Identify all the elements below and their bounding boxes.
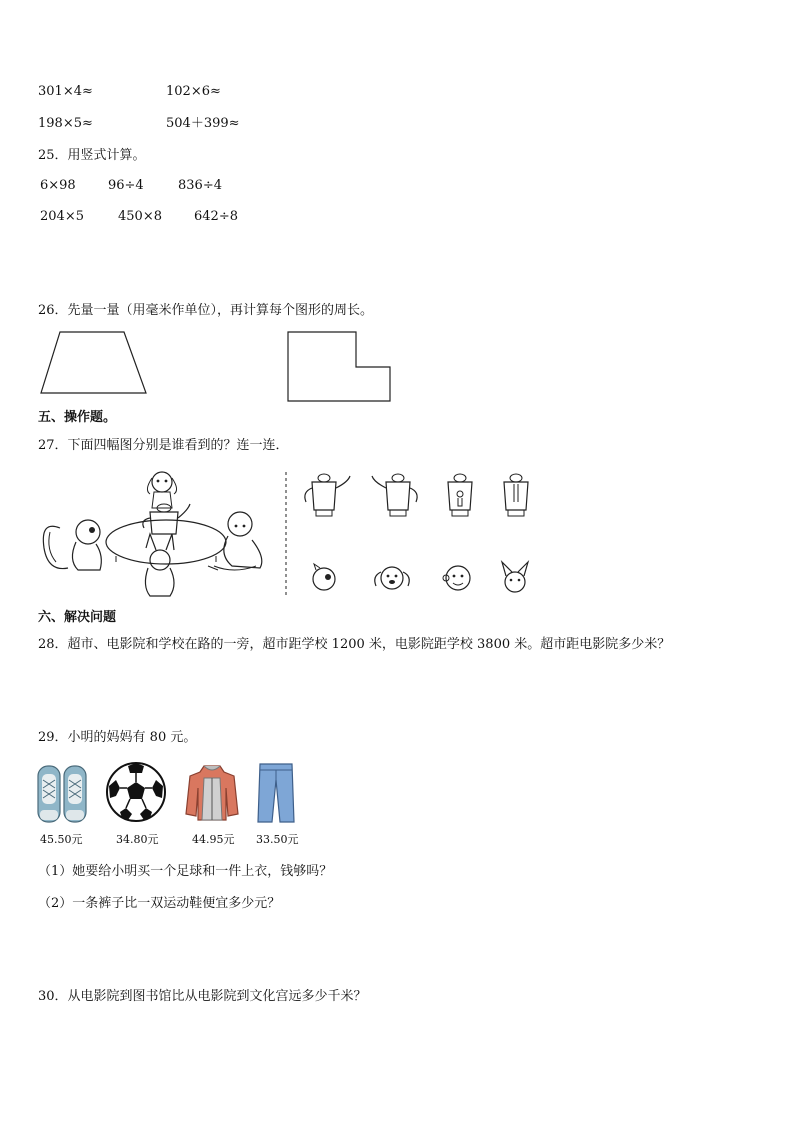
- calc-item: 96÷4: [108, 178, 144, 193]
- price-label: 33.50元: [256, 833, 299, 846]
- question-29-sub1: （1）她要给小明买一个足球和一件上衣，钱够吗？: [38, 864, 333, 879]
- question-27-title: 27．下面四幅图分别是谁看到的？连一连．: [38, 438, 289, 453]
- teapot-front-view-icon: [442, 472, 478, 520]
- rabbit-head-icon: [498, 560, 532, 596]
- pants-icon: [256, 762, 296, 824]
- teapot-side-view-right-icon: [368, 472, 424, 520]
- question-30-title: 30．从电影院到图书馆比从电影院到文化宫远多少千米？: [38, 989, 367, 1004]
- question-29-title: 29．小明的妈妈有 80 元。: [38, 730, 197, 745]
- estimation-item: 198×5≈: [38, 116, 93, 131]
- monkey-head-icon: [440, 562, 476, 594]
- calc-item: 6×98: [40, 178, 76, 193]
- estimation-item: 301×4≈: [38, 84, 93, 99]
- l-shape-figure: [286, 330, 392, 404]
- estimation-item: 504＋399≈: [166, 116, 240, 131]
- dashed-divider: [284, 472, 288, 596]
- section-5-title: 五、操作题。: [38, 410, 117, 425]
- estimation-item: 102×6≈: [166, 84, 221, 99]
- teapot-back-view-icon: [498, 472, 534, 520]
- price-label: 45.50元: [40, 833, 83, 846]
- question-29-sub2: （2）一条裤子比一双运动鞋便宜多少元？: [38, 896, 281, 911]
- calc-item: 642÷8: [194, 209, 238, 224]
- trapezoid-figure: [38, 330, 150, 396]
- question-25-title: 25．用竖式计算。: [38, 148, 146, 163]
- calc-item: 836÷4: [178, 178, 222, 193]
- teapot-side-view-left-icon: [298, 472, 354, 520]
- question-26-title: 26．先量一量（用毫米作单位），再计算每个图形的周长。: [38, 303, 374, 318]
- dog-head-icon: [370, 562, 414, 594]
- calc-item: 204×5: [40, 209, 84, 224]
- price-label: 34.80元: [116, 833, 159, 846]
- soccer-ball-icon: [104, 760, 168, 824]
- sneakers-icon: [36, 764, 88, 824]
- question-28-title: 28．超市、电影院和学校在路的一旁，超市距学校 1200 米，电影院距学校 3800 米。超市距电影院多少米？: [38, 637, 671, 652]
- price-label: 44.95元: [192, 833, 235, 846]
- section-6-title: 六、解决问题: [38, 610, 117, 625]
- squirrel-head-icon: [308, 564, 340, 594]
- calc-item: 450×8: [118, 209, 162, 224]
- jacket-icon: [184, 764, 240, 822]
- table-scene-illustration: [38, 470, 272, 600]
